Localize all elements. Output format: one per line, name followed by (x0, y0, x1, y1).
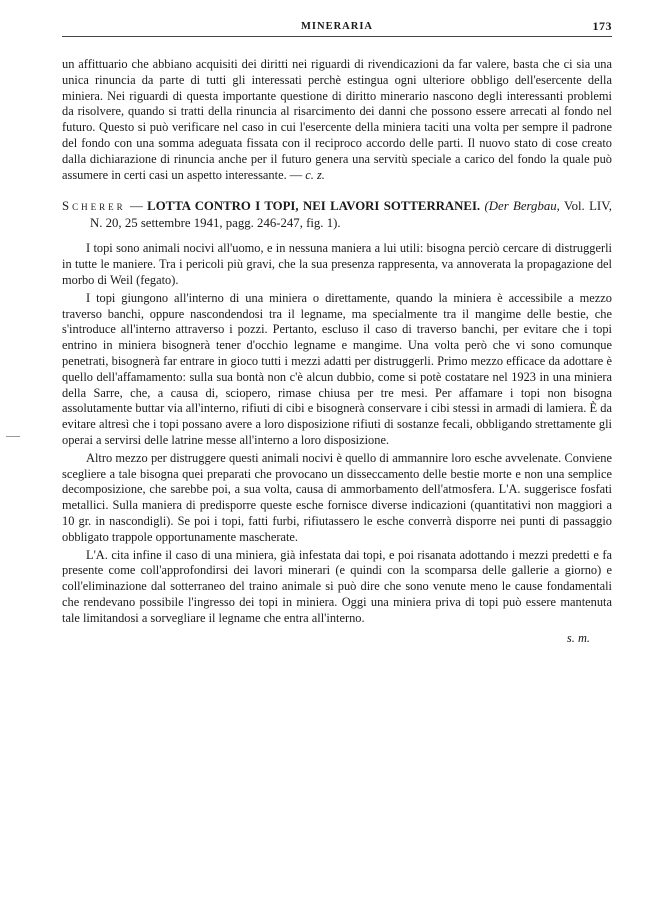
page (62, 18, 612, 646)
page-number: 173 (592, 19, 612, 33)
article-signature: s. m. (566, 630, 590, 645)
article-author: Scherer (62, 199, 126, 214)
intro-text: un affittuario che abbiano acquisiti dei diritti nei riguardi di rivendicazioni da far valere, basta che ci sia una unica rinuncia da parte di tutti gli interessati perchè estingua ogni ulteriore obbligo dell'esercente della miniera. Nei riguardi di questa importante questione di diritto minerario nascono degli interessanti problemi da risolvere, quando si tratti della rinuncia al risarcimento dei danni che possono essere arrecati al fondo nel futuro. Questo si può verificare nel caso in cui l'esercente della miniera taciti una volta per sempre il padrone del fondo con una somma adeguata fissata con il reciproco accordo delle parti. Il nuovo stato di cose creato dalla dichiarazione di rinuncia anche per il futuro genera una servitù speciale a carico del fondo la quale può assumere in certi casi un aspetto interessante. — (62, 57, 612, 182)
running-header (62, 18, 612, 37)
section-title: MINERARIA (301, 21, 373, 32)
body-paragraph-1: I topi sono animali nocivi all'uomo, e in nessuna maniera a lui utili: bisogna perciò cercare di distruggerli in tutte le maniere. Tra i pericoli più gravi, che la sua presenza rappresenta, va annoverata la propagazione del morbo di Weil (fegato). (62, 241, 612, 287)
article-title: LOTTA CONTRO I TOPI, NEI LAVORI SOTTERRANEI. (147, 199, 481, 214)
article-citation: Vol. LIV, N. 20, 25 settembre 1941, pagg. 246-247, fig. 1). (90, 199, 612, 230)
article-journal: (Der Bergbau, (484, 199, 560, 214)
body-paragraph-2: I topi giungono all'interno di una miniera o direttamente, quando la miniera è accessibile a mezzo traverso banchi, oppure nascondendosi tra il legname, ma specialmente tra il mangime delle bestie, che s'introduce all'interno attraverso i pozzi. Pertanto, escluso il caso di traverso banchi, per evitare che i topi entrino in miniera bisognerà tener d'occhio legname e mangime. Una volta però che vi sono comunque penetrati, bisognerà far entrare in gioco tutti i mezzi adatti per distruggerli. Primo mezzo efficace da adottare è quello dell'affamamento: sulla sua bontà non c'è alcun dubbio, come si potè costatare nel 1923 in una miniera della Sarre, che, a causa di, sciopero, rimase chiusa per tre mesi. Per affamare i topi non bisogna assolutamente buttar via all'interno, rifiuti di cibi e bisognerà conservare i cibi stessi in armadi di lamiera. È da evitare altresì che i topi possano avere a loro disposizione rifiuti di sostanze fecali, obbligando strettamente gli operai a servirsi delle latrine messe all'interno a loro disposizione. (62, 290, 612, 447)
body-paragraph-3: Altro mezzo per distruggere questi animali nocivi è quello di ammannire loro esche avvelenate. Conviene scegliere a tale bisogna quei preparati che provocano un disseccamento delle bestie morte e non una semplice decomposizione, che sarebbe poi, a sua volta, causa di ammorbamento dell'atmosfera. L'A. suggerisce fosfati metallici. Sulla maniera di predisporre queste esche fornisce diverse indicazioni (quantitativi non maggiori a 10 gr. in nascondigli). Se poi i topi, fatti furbi, rifiutassero le esche converrà disporre nei punti di passaggio obbligato trappole opportunamente mascherate. (62, 450, 612, 544)
article-reference (62, 198, 612, 231)
intro-paragraph (62, 57, 612, 183)
intro-signature: c. z. (305, 167, 325, 182)
article-dash: — (125, 199, 148, 214)
body-paragraph-4: L'A. cita infine il caso di una miniera, già infestata dai topi, e poi risanata adottando i mezzi predetti e fa presente come coll'approfondirsi dei lavori minerari (e quindi con la scomparsa delle gallerie a giorno) e coll'eliminazione dal sotterraneo del traino animale si può dire che sono venute meno le cause fondamentali che rendevano possibile l'ingresso dei topi in miniera. Oggi una miniera priva di topi può essere mantenuta tale limitandosi a sorvegliare il legname che entra all'interno. (62, 547, 612, 625)
margin-mark (6, 436, 20, 437)
